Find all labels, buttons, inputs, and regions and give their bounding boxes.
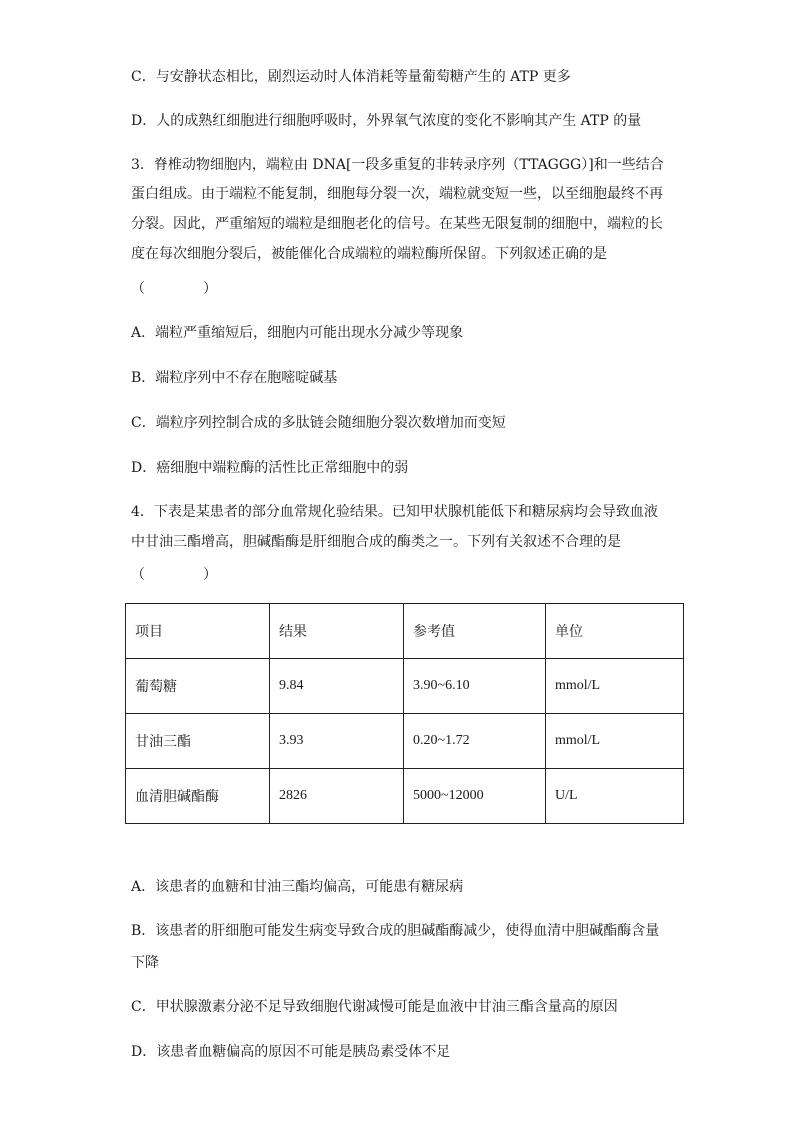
prev-option-d: D．人的成熟红细胞进行细胞呼吸时，外界氧气浓度的变化不影响其产生 ATP 的量: [131, 113, 642, 129]
q3-option-a: A．端粒严重缩短后，细胞内可能出现水分减少等现象: [131, 325, 464, 341]
q4-stem-line-1: 4．下表是某患者的部分血常规化验结果。已知甲状腺机能低下和糖尿病均会导致血液: [131, 504, 658, 520]
paren-close: ）: [203, 567, 217, 583]
q4-option-b-line-1: B．该患者的肝细胞可能发生病变导致合成的胆碱酯酶减少，使得血清中胆碱酯酶含量: [131, 923, 660, 939]
q4-option-b-line-2: 下降: [131, 955, 159, 971]
table-cell: mmol/L: [546, 714, 684, 769]
q3-option-c: C．端粒序列控制合成的多肽链会随细胞分裂次数增加而变短: [131, 415, 506, 431]
table-cell: 3.90~6.10: [404, 659, 546, 714]
table-row: [126, 659, 684, 714]
table-cell: 5000~12000: [404, 769, 546, 824]
q4-option-a: A．该患者的血糖和甘油三酯均偏高，可能患有糖尿病: [131, 879, 464, 895]
table-cell: 3.93: [270, 714, 404, 769]
table-cell: 0.20~1.72: [404, 714, 546, 769]
table-cell: 2826: [270, 769, 404, 824]
paren-close: ）: [203, 281, 217, 297]
q4-answer-blank: [131, 565, 217, 585]
q3-stem-line-3: 分裂。因此，严重缩短的端粒是细胞老化的信号。在某些无限复制的细胞中，端粒的长: [131, 216, 663, 232]
q4-option-c: C．甲状腺激素分泌不足导致细胞代谢减慢可能是血液中甘油三酯含量高的原因: [131, 999, 618, 1015]
lab-results-table: [125, 603, 684, 824]
q4-stem-line-2: 中甘油三酯增高，胆碱酯酶是肝细胞合成的酶类之一。下列有关叙述不合理的是: [131, 534, 621, 550]
prev-option-c: C．与安静状态相比，剧烈运动时人体消耗等量葡萄糖产生的 ATP 更多: [131, 69, 571, 85]
header-reference: 参考值: [404, 604, 546, 659]
table-cell: 甘油三酯: [126, 714, 270, 769]
paren-open: （: [131, 281, 145, 297]
table-cell: 葡萄糖: [126, 659, 270, 714]
q3-stem-line-4: 度在每次细胞分裂后，被能催化合成端粒的端粒酶所保留。下列叙述正确的是: [131, 246, 607, 262]
table-header-row: [126, 604, 684, 659]
table-cell: mmol/L: [546, 659, 684, 714]
table-row: [126, 714, 684, 769]
q3-stem-line-2: 蛋白组成。由于端粒不能复制，细胞每分裂一次，端粒就变短一些，以至细胞最终不再: [131, 186, 663, 202]
q3-stem-line-1: 3．脊椎动物细胞内，端粒由 DNA[一段多重复的非转录序列（TTAGGG）]和一些结合: [131, 157, 664, 173]
header-item: 项目: [126, 604, 270, 659]
table-cell: 9.84: [270, 659, 404, 714]
q3-option-b: B．端粒序列中不存在胞嘧啶碱基: [131, 370, 338, 386]
table-row: [126, 769, 684, 824]
q4-option-d: D．该患者血糖偏高的原因不可能是胰岛素受体不足: [131, 1044, 451, 1060]
header-result: 结果: [270, 604, 404, 659]
paren-open: （: [131, 567, 145, 583]
header-unit: 单位: [546, 604, 684, 659]
table-cell: 血清胆碱酯酶: [126, 769, 270, 824]
q3-answer-blank: [131, 279, 217, 299]
table-cell: U/L: [546, 769, 684, 824]
q3-option-d: D．癌细胞中端粒酶的活性比正常细胞中的弱: [131, 460, 409, 476]
